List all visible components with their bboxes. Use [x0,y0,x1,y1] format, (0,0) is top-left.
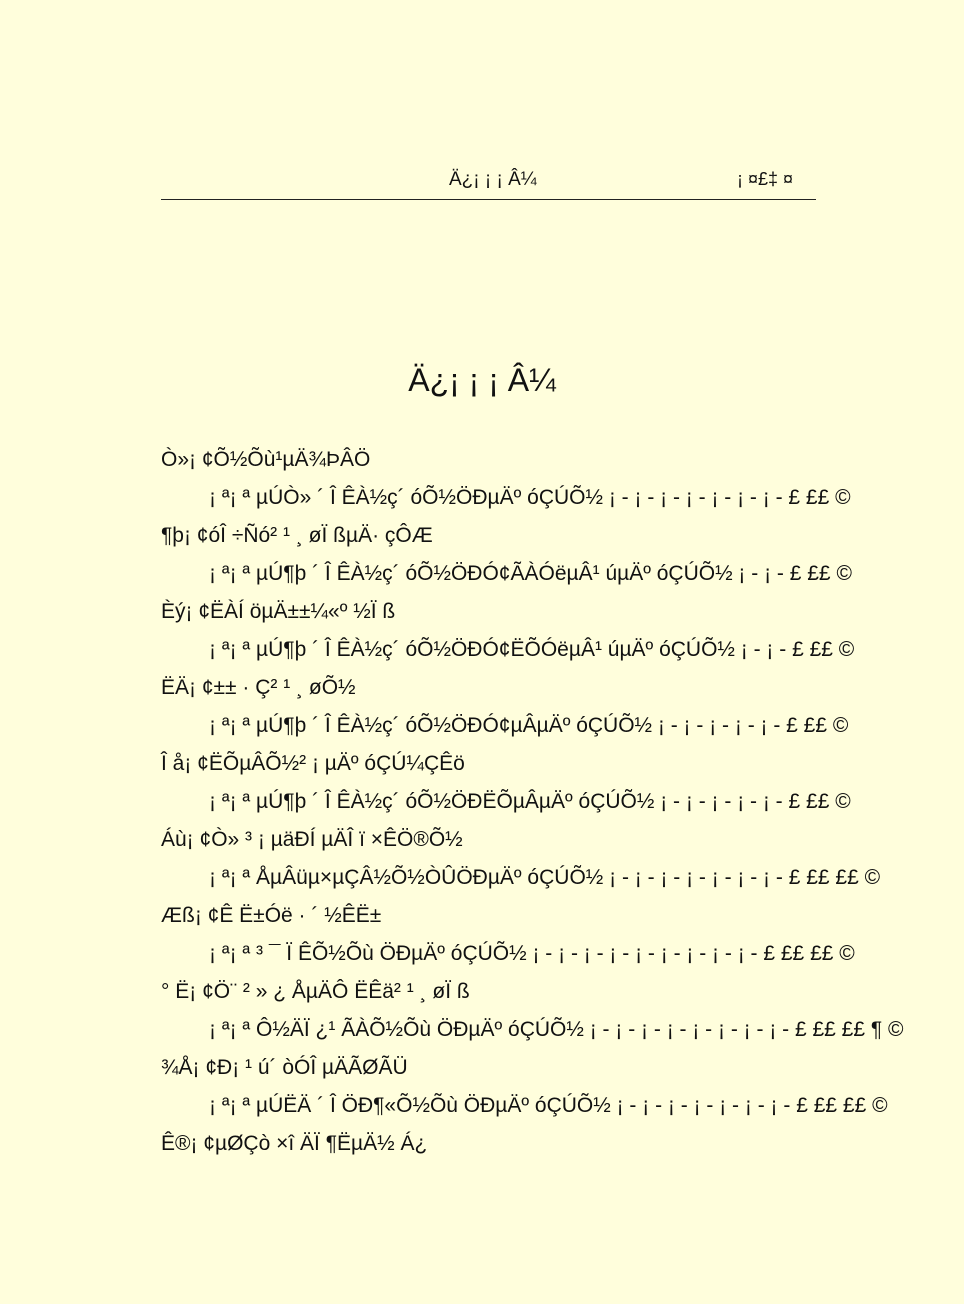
toc-item-line: ¡ ª¡ ª Ô½ÄÏ ¿¹ ÃÀÕ½Õù ÖÐµÄº óÇÚÕ½ ¡ - ¡ - ¡ - ¡ - ¡ - ¡ - ¡ - ¡ - £ ££ ££ ¶ © [209,1018,904,1041]
toc-item-line: ¡ ª¡ ª µÚ¶þ ´ Î ÊÀ½ç´ óÕ½ÖÐÓ¢ËÕÓëµÂ¹ úµÄº óÇÚÕ½ ¡ - ¡ - £ ££ © [209,638,855,661]
toc-section-title: Æß¡ ¢Ê Ë±Óë · ´ ½ÊË± [161,904,382,927]
toc-item-line: ¡ ª¡ ª µÚ¶þ ´ Î ÊÀ½ç´ óÕ½ÖÐÓ¢µÂµÄº óÇÚÕ½ ¡ - ¡ - ¡ - ¡ - ¡ - £ ££ © [209,714,849,737]
toc-section-title: Î å¡ ¢ËÕµÂÕ½² ¡ µÄº óÇÚ¼ÇÊö [161,752,465,775]
toc-section-title: ¾Å¡ ¢Ð¡ ¹ ú´ òÓÎ µÄÃØÃÜ [161,1056,408,1079]
toc-entry [161,598,855,674]
table-of-contents [161,446,904,1130]
toc-entry [161,446,851,522]
toc-item-line: ¡ ª¡ ª µÚ¶þ ´ Î ÊÀ½ç´ óÕ½ÖÐËÕµÂµÄº óÇÚÕ½ ¡ - ¡ - ¡ - ¡ - ¡ - £ ££ © [209,790,851,813]
toc-entry [161,750,851,826]
toc-section-title: ¶þ¡ ¢óÎ ÷Ñó² ¹ ¸ øÏ ßµÄ· çÔÆ [161,524,433,547]
running-header [161,163,816,200]
toc-section-title: ° Ë¡ ¢Ö¨ ² » ¿ ÅµÄÔ ËÊä² ¹ ¸ øÏ ß [161,980,470,1003]
toc-item-line: ¡ ª¡ ª ÅµÂüµ×µÇÂ½Õ½ÒÛÖÐµÄº óÇÚÕ½ ¡ - ¡ - ¡ - ¡ - ¡ - ¡ - ¡ - £ ££ ££ © [209,866,881,889]
toc-section-title: Ê®¡ ¢µØÇò ×î ÄÏ ¶ËµÄ½ Á¿ [161,1132,428,1155]
toc-entry [161,674,849,750]
toc-section-title: Ò»¡ ¢Õ½Õù¹µÄ¾ÞÂÖ [161,448,371,471]
toc-entry [161,978,904,1054]
toc-entry [161,522,852,598]
header-title: Ä¿¡ ¡ ¡ Â¼ [449,169,537,190]
toc-section-title: ËÄ¡ ¢±± · Ç² ¹ ¸ øÕ½ [161,676,356,699]
toc-entry [161,902,855,978]
header-page-number: ¡ ¤£‡ ¤ [737,169,794,189]
toc-entry [161,1054,888,1130]
toc-item-line: ¡ ª¡ ª µÚÒ» ´ Î ÊÀ½ç´ óÕ½ÖÐµÄº óÇÚÕ½ ¡ - ¡ - ¡ - ¡ - ¡ - ¡ - ¡ - £ ££ © [209,486,851,509]
toc-item-line: ¡ ª¡ ª ³ ¯ Ï ÊÕ½Õù ÖÐµÄº óÇÚÕ½ ¡ - ¡ - ¡ - ¡ - ¡ - ¡ - ¡ - ¡ - ¡ - £ ££ ££ © [209,942,855,965]
chapter-title: Ä¿¡ ¡ ¡ Â¼ [408,362,556,398]
toc-item-line: ¡ ª¡ ª µÚ¶þ ´ Î ÊÀ½ç´ óÕ½ÖÐÓ¢ÃÀÓëµÂ¹ úµÄº óÇÚÕ½ ¡ - ¡ - £ ££ © [209,562,852,585]
toc-section-title: Èý¡ ¢ËÀÍ öµÄ±±¼«º ½Ï ß [161,600,396,623]
toc-entry [161,826,881,902]
toc-item-line: ¡ ª¡ ª µÚËÄ ´ Î ÖÐ¶«Õ½Õù ÖÐµÄº óÇÚÕ½ ¡ - ¡ - ¡ - ¡ - ¡ - ¡ - ¡ - £ ££ ££ © [209,1094,888,1117]
toc-section-title: Áù¡ ¢Ò» ³ ¡ µäÐÍ µÄÎ ï ×ÊÖ®Õ½ [161,828,463,851]
